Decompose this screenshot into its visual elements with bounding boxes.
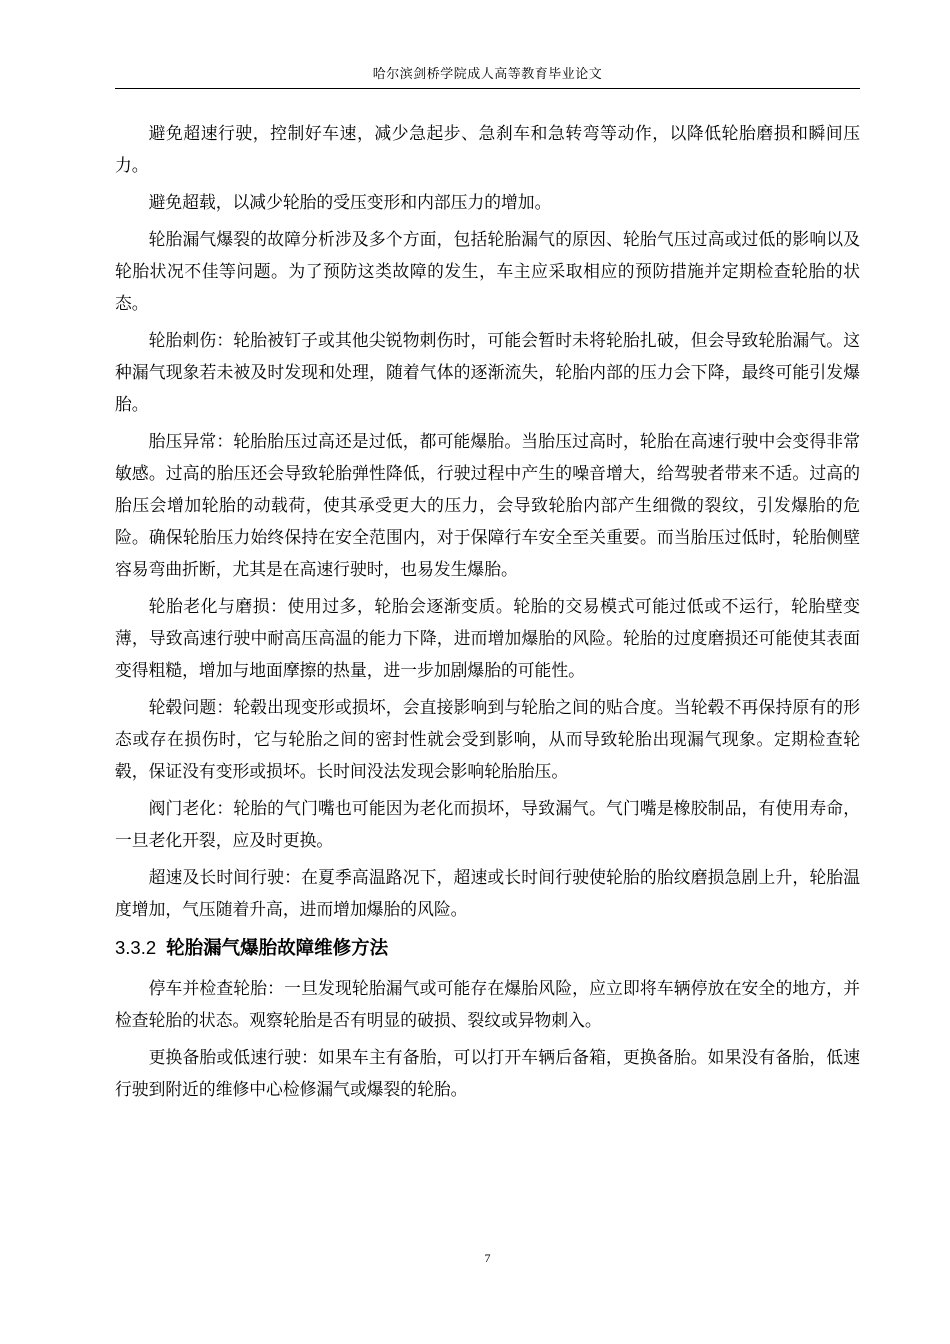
paragraph: 轮胎老化与磨损：使用过多，轮胎会逐渐变质。轮胎的交易模式可能过低或不运行，轮胎壁变薄，导致高速行驶中耐高压高温的能力下降，进而增加爆胎的风险。轮胎的过度磨损还可能使其表面变得粗糙，增加与地面摩擦的热量，进一步加剧爆胎的可能性。	[115, 596, 860, 680]
paragraph: 更换备胎或低速行驶：如果车主有备胎，可以打开车辆后备箱，更换备胎。如果没有备胎，低速行驶到附近的维修中心检修漏气或爆裂的轮胎。	[115, 1047, 860, 1099]
running-header: 哈尔滨剑桥学院成人高等教育毕业论文	[372, 67, 603, 82]
paragraph: 轮毂问题：轮毂出现变形或损坏，会直接影响到与轮胎之间的贴合度。当轮毂不再保持原有的形态或存在损伤时，它与轮胎之间的密封性就会受到影响，从而导致轮胎出现漏气现象。定期检查轮毂，保证没有变形或损坏。长时间没法发现会影响轮胎胎压。	[115, 697, 860, 781]
paragraph: 阀门老化：轮胎的气门嘴也可能因为老化而损坏，导致漏气。气门嘴是橡胶制品，有使用寿命，一旦老化开裂，应及时更换。	[115, 798, 860, 850]
paragraph: 轮胎漏气爆裂的故障分析涉及多个方面，包括轮胎漏气的原因、轮胎气压过高或过低的影响以及轮胎状况不佳等问题。为了预防这类故障的发生，车主应采取相应的预防措施并定期检查轮胎的状态。	[115, 229, 860, 313]
document-body	[115, 117, 860, 1110]
section-title: 轮胎漏气爆胎故障维修方法	[166, 938, 389, 959]
paragraph: 轮胎刺伤：轮胎被钉子或其他尖锐物刺伤时，可能会暂时未将轮胎扎破，但会导致轮胎漏气。这种漏气现象若未被及时发现和处理，随着气体的逐渐流失，轮胎内部的压力会下降，最终可能引发爆胎。	[115, 330, 860, 414]
paragraph: 胎压异常：轮胎胎压过高还是过低，都可能爆胎。当胎压过高时，轮胎在高速行驶中会变得非常敏感。过高的胎压还会导致轮胎弹性降低，行驶过程中产生的噪音增大，给驾驶者带来不适。过高的胎压会增加轮胎的动载荷，使其承受更大的压力，会导致轮胎内部产生细微的裂纹，引发爆胎的危险。确保轮胎压力始终保持在安全范围内，对于保障行车安全至关重要。而当胎压过低时，轮胎侧壁容易弯曲折断，尤其是在高速行驶时，也易发生爆胎。	[115, 431, 860, 579]
paragraph: 超速及长时间行驶：在夏季高温路况下，超速或长时间行驶使轮胎的胎纹磨损急剧上升，轮胎温度增加，气压随着升高，进而增加爆胎的风险。	[115, 867, 860, 919]
section-number: 3.3.2	[115, 937, 157, 958]
header-rule	[115, 88, 860, 89]
paragraph: 避免超速行驶，控制好车速，减少急起步、急刹车和急转弯等动作，以降低轮胎磨损和瞬间压力。	[115, 123, 860, 175]
page-number: 7	[484, 1251, 491, 1265]
section-heading	[115, 930, 860, 967]
paragraph: 停车并检查轮胎：一旦发现轮胎漏气或可能存在爆胎风险，应立即将车辆停放在安全的地方，并检查轮胎的状态。观察轮胎是否有明显的破损、裂纹或异物刺入。	[115, 978, 860, 1030]
paragraph: 避免超载，以减少轮胎的受压变形和内部压力的增加。	[148, 192, 552, 212]
